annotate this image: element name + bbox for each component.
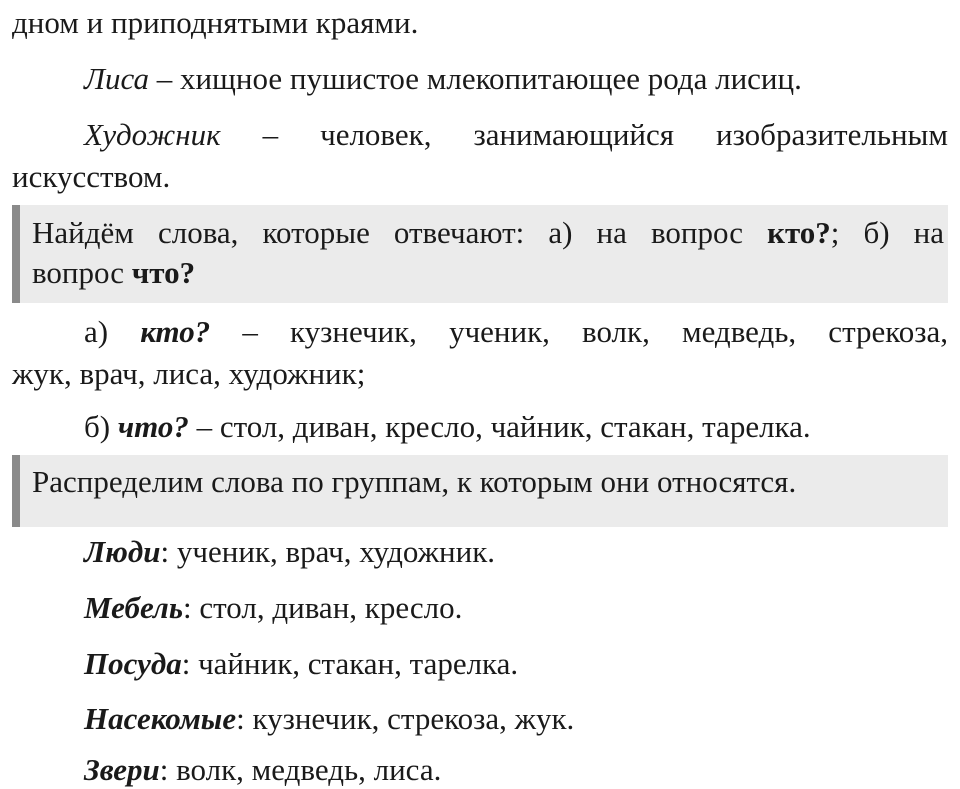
text: ; б) на	[830, 215, 944, 250]
group-items: : кузнечик, стрекоза, жук.	[236, 701, 575, 736]
term-fox: Лиса	[84, 61, 149, 96]
text: вопрос	[32, 255, 132, 290]
group-name: Люди	[84, 534, 161, 569]
group-items: : чайник, стакан, тарелка.	[181, 646, 519, 681]
paragraph-artist-line2	[12, 158, 170, 196]
group-name: Насекомые	[84, 701, 237, 736]
task-1-line2	[32, 254, 195, 292]
text: а)	[84, 314, 141, 349]
paragraph-bowl-tail	[12, 4, 418, 42]
text: – стол, диван, кресло, чайник, стакан, тарелка.	[188, 409, 811, 444]
group-name: Звери	[84, 752, 160, 787]
group-items: : стол, диван, кресло.	[183, 590, 463, 625]
group-furniture	[84, 589, 462, 627]
text: Найдём слова, которые отвечают: а) на вопрос	[32, 215, 768, 250]
task-box-2	[12, 455, 948, 527]
group-insects	[84, 700, 574, 738]
answer-a-line1	[84, 313, 948, 351]
text: б)	[84, 409, 118, 444]
task-box-1	[12, 205, 948, 303]
definition-fox: – хищное пушистое млекопитающее рода лисиц.	[148, 61, 802, 96]
group-name: Мебель	[84, 590, 184, 625]
group-dishes	[84, 645, 518, 683]
definition-artist-1: – человек, занимающийся изобразительным	[220, 117, 948, 152]
text: – кузнечик, ученик, волк, медведь, стрекоза,	[210, 314, 948, 349]
answer-who: кто?	[140, 314, 211, 349]
answer-b	[84, 408, 811, 446]
task-2-text: Распределим слова по группам, к которым они относятся.	[32, 464, 797, 499]
group-people	[84, 533, 495, 571]
task-1-line1	[32, 214, 944, 252]
question-who: кто?	[767, 215, 831, 250]
question-what: что?	[131, 255, 196, 290]
group-name: Посуда	[84, 646, 182, 681]
text: дном и приподнятыми краями.	[12, 5, 419, 40]
answer-what: что?	[117, 409, 189, 444]
definition-artist-2: искусством.	[12, 159, 171, 194]
term-artist: Художник	[84, 117, 221, 152]
text: жук, врач, лиса, художник;	[12, 356, 366, 391]
paragraph-fox	[84, 60, 802, 98]
group-animals	[84, 751, 441, 789]
answer-a-line2	[12, 355, 365, 393]
group-items: : ученик, врач, художник.	[160, 534, 496, 569]
group-items: : волк, медведь, лиса.	[159, 752, 442, 787]
paragraph-artist-line1	[84, 116, 948, 154]
